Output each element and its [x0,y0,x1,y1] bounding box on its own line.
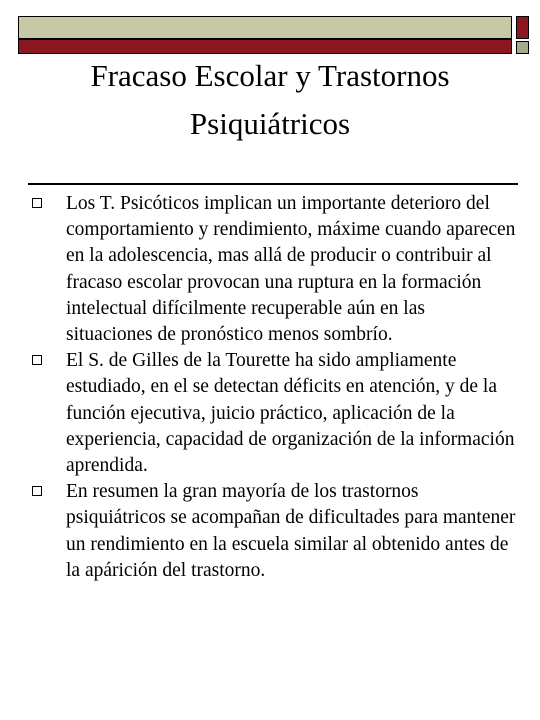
square-bullet-icon [32,486,42,496]
bullet-text: En resumen la gran mayoría de los trastornos psiquiátricos se acompañan de dificultades para mantener un rendimiento en la escuela similar al obtenido antes de la apárición del trastorno. [66,481,516,581]
corner-square-top [516,16,529,39]
bullet-text: Los T. Psicóticos implican un importante deterioro del comportamiento y rendimiento, máxime cuando aparecen en la adolescencia, mas allá de producir o contribuir al fracaso escolar provocan una ruptura en la formación intelectual difícilmente recuperable aún en las situaciones de pronóstico menos sombrío. [66,193,516,346]
square-bullet-icon [32,198,42,208]
square-bullet-icon [32,355,42,365]
slide-title: Fracaso Escolar y Trastornos Psiquiátricos [90,58,450,141]
header-bar [18,16,512,39]
bullet-text: El S. de Gilles de la Tourette ha sido ampliamente estudiado, en el se detectan déficits en atención, y de la función ejecutiva, juicio práctico, aplicación de la experiencia, capacidad de organización de la información aprendida. [66,350,515,477]
title-divider [28,183,518,185]
bullet-list [32,191,516,584]
bullet-item-psychotic-disorders [32,191,516,348]
bullet-item-summary [32,479,516,584]
bullet-item-tourette [32,348,516,479]
